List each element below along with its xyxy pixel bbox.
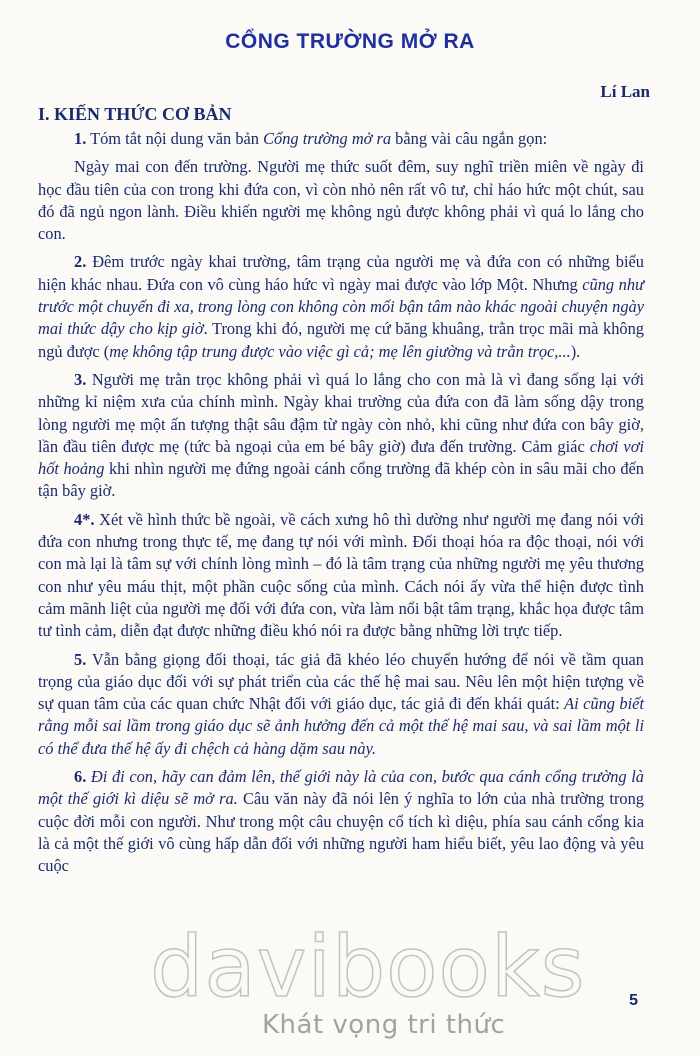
item-3: 3. Người mẹ trằn trọc không phải vì quá lo lắng cho con mà là vì đang sống lại với những kỉ niệm xưa của chính mình. Ngày khai trường của đứa con đã làm sống dậy trong lòng người mẹ một ấn tượng thật sâu đậm từ ngày còn nhỏ, khi cũng như đứa con bây giờ, lần đầu tiên được mẹ (tức bà ngoại của em bé bây giờ) đưa đến trường. Cảm giác chơi vơi hốt hoảng khi nhìn người mẹ đứng ngoài cánh cổng trường đã khép còn in sâu mãi cho đến tận bây giờ. bbox=[38, 369, 644, 501]
page-title: CỔNG TRƯỜNG MỞ RA bbox=[225, 30, 475, 53]
item-1: 1. Tóm tắt nội dung văn bản Cổng trường mở ra bằng vài câu ngắn gọn: bbox=[74, 129, 548, 148]
item-6: 6. Đi đi con, hãy can đảm lên, thế giới này là của con, bước qua cánh cổng trường là một thế giới kì diệu sẽ mở ra. Câu văn này đã nói lên ý nghĩa to lớn của nhà trường trong cuộc đời mỗi con người. Như trong một câu chuyện cổ tích kì diệu, phía sau cánh cổng kia là cả một thế giới vô cùng hấp dẫn đối với những người ham hiểu biết, yêu lao động và yêu cuộc bbox=[38, 767, 644, 876]
watermark-tagline: Khát vọng tri thức bbox=[262, 1010, 506, 1040]
watermark-logo: davibooks bbox=[150, 918, 586, 1016]
item-5: 5. Vẫn bằng giọng đối thoại, tác giả đã khéo léo chuyển hướng để nói về tầm quan trọng của giáo dục đối với sự phát triển của các thế hệ mai sau. Nêu lên một hiện tượng về sự quan tâm của các quan chức Nhật đối với giáo dục, tác giả đi đến khái quát: Ai cũng biết rằng mỗi sai lầm trong giáo dục sẽ ảnh hưởng đến cả một thế hệ mai sau, và sai lầm một li có thể đưa thế hệ ấy đi chệch cả hàng dặm sau này. bbox=[38, 649, 644, 758]
author-name: Lí Lan bbox=[600, 82, 650, 101]
body-text bbox=[38, 128, 644, 884]
item-1-summary: Ngày mai con đến trường. Người mẹ thức suốt đêm, suy nghĩ triền miên về ngày đi học đầu tiên của con trong khi đứa con, vì còn nhỏ nên rất vô tư, chỉ háo hức một chút, sau đó đã ngủ ngon lành. Điều khiến người mẹ không ngủ được không phải vì quá lo lắng cho con. bbox=[38, 157, 644, 244]
page-number: 5 bbox=[629, 992, 638, 1009]
item-2: 2. Đêm trước ngày khai trường, tâm trạng của người mẹ và đứa con có những biểu hiện khác nhau. Đứa con vô cùng háo hức vì ngày mai được vào lớp Một. Nhưng cũng như trước một chuyến đi xa, trong lòng con không còn mối bận tâm nào khác ngoài chuyện ngày mai thức dậy cho kịp giờ. Trong khi đó, người mẹ cứ băng khuâng, trằn trọc mãi mà không ngủ được (mẹ không tập trung được vào việc gì cả; mẹ lên giường và trằn trọc,...). bbox=[38, 252, 645, 361]
item-4: 4*. Xét về hình thức bề ngoài, về cách xưng hô thì dường như người mẹ đang nói với đứa con nhưng trong thực tế, mẹ đang tự nói với mình. Đối thoại hóa ra độc thoại, nói với con mà lại là tâm sự với chính lòng mình – đó là tâm trạng của những người mẹ yêu thương con như yêu máu thịt, một phần cuộc sống của mình. Cách nói ấy vừa thể hiện được tình cảm mãnh liệt của người mẹ đối với đứa con, vừa làm nổi bật tâm trạng, khắc họa được tâm tư tình cảm, diễn đạt được những điều khó nói ra được bằng những lời trực tiếp. bbox=[38, 509, 644, 641]
section-heading: I. KIẾN THỨC CƠ BẢN bbox=[38, 104, 232, 124]
